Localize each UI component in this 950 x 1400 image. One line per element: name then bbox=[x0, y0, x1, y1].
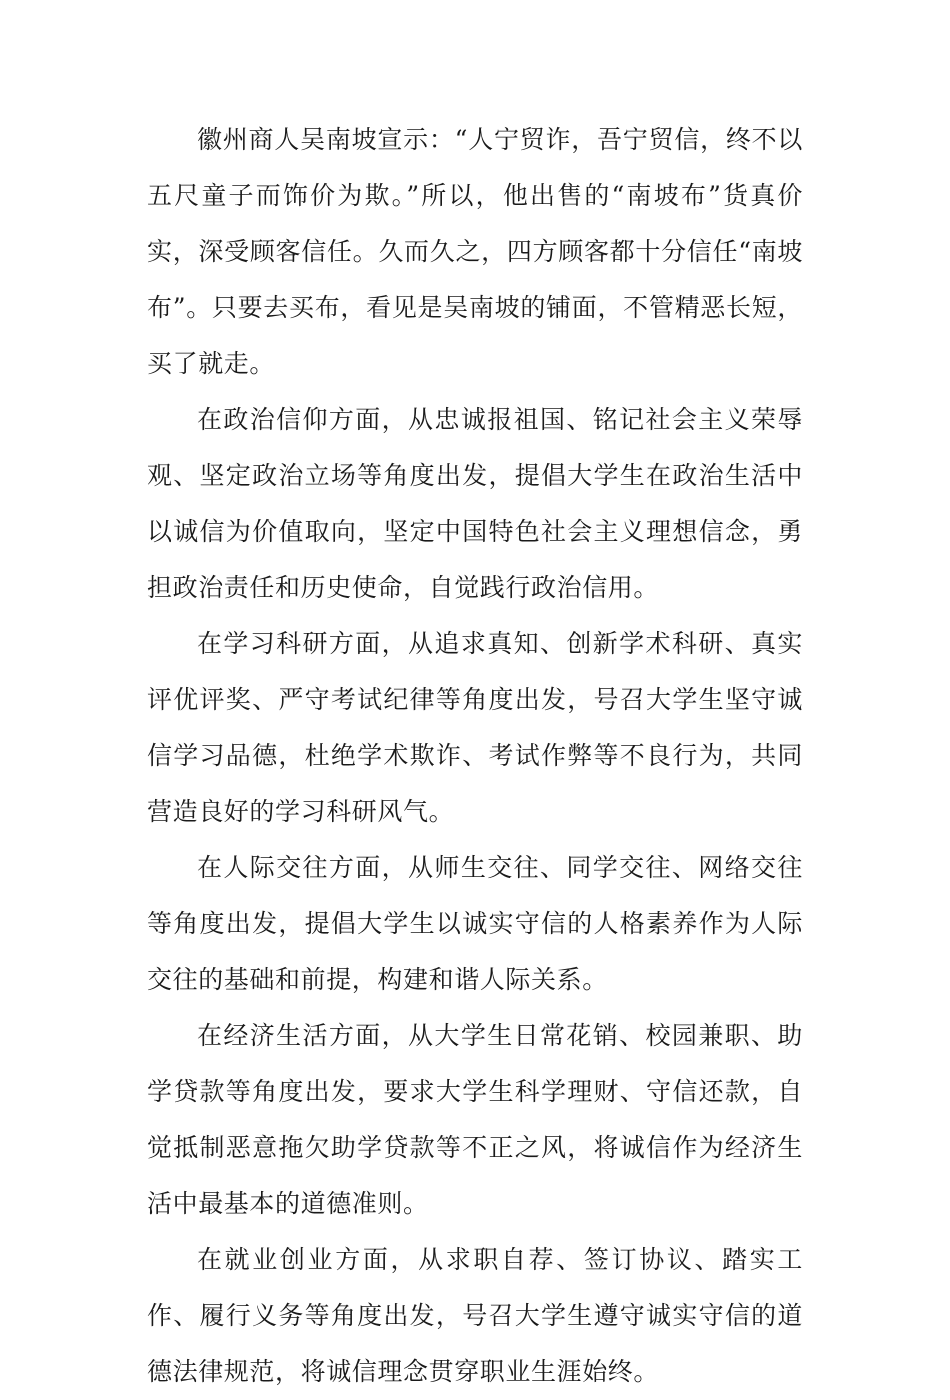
paragraph-study-research: 在学习科研方面，从追求真知、创新学术科研、真实评优评奖、严守考试纪律等角度出发，号召大学生坚守诚信学习品德，杜绝学术欺诈、考试作弊等不良行为，共同营造良好的学习科研风气。 bbox=[147, 629, 803, 826]
paragraph-interpersonal: 在人际交往方面，从师生交往、同学交往、网络交往等角度出发，提倡大学生以诚实守信的人格素养作为人际交往的基础和前提，构建和谐人际关系。 bbox=[147, 853, 803, 994]
paragraph-economic-life: 在经济生活方面，从大学生日常花销、校园兼职、助学贷款等角度出发，要求大学生科学理财、守信还款，自觉抵制恶意拖欠助学贷款等不正之风，将诚信作为经济生活中最基本的道德准则。 bbox=[147, 1021, 803, 1218]
document-body bbox=[147, 112, 803, 1400]
paragraph-employment: 在就业创业方面，从求职自荐、签订协议、踏实工作、履行义务等角度出发，号召大学生遵守诚实守信的道德法律规范，将诚信理念贯穿职业生涯始终。 bbox=[147, 1245, 803, 1386]
paragraph-wu-nanpo: 徽州商人吴南坡宣示：“人宁贸诈，吾宁贸信，终不以五尺童子而饰价为欺。”所以，他出售的“南坡布”货真价实，深受顾客信任。久而久之，四方顾客都十分信任“南坡布”。只要去买布，看见是吴南坡的铺面，不管精恶长短，买了就走。 bbox=[147, 125, 803, 378]
paragraph-political-belief: 在政治信仰方面，从忠诚报祖国、铭记社会主义荣辱观、坚定政治立场等角度出发，提倡大学生在政治生活中以诚信为价值取向，坚定中国特色社会主义理想信念，勇担政治责任和历史使命，自觉践行政治信用。 bbox=[147, 405, 803, 602]
